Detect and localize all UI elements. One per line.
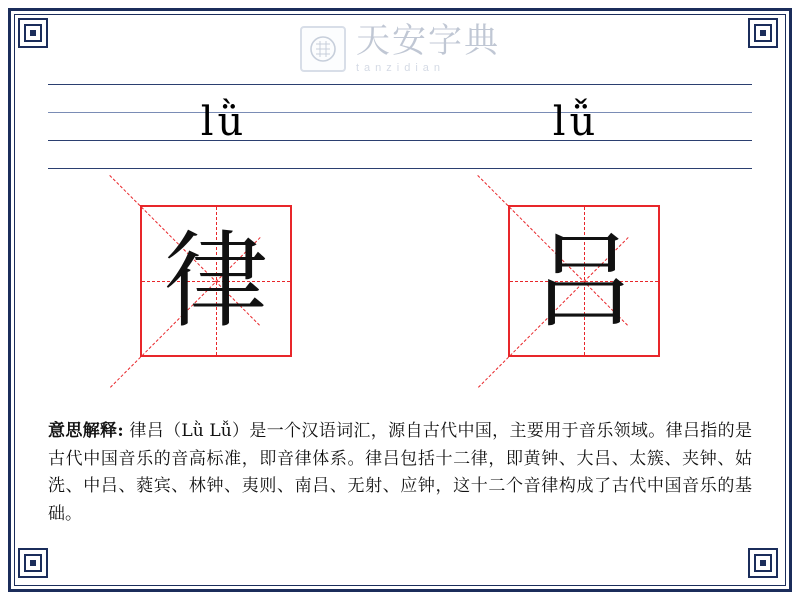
character-grid-row: [0, 205, 800, 357]
corner-ornament-top-left-icon: [18, 18, 52, 52]
pinyin-cell-1: [48, 84, 400, 168]
corner-ornament-bottom-left-icon: [18, 548, 52, 582]
character-glyph-2: 吕: [531, 220, 636, 342]
pinyin-text-2: lǚ: [552, 99, 600, 145]
staff-line-4: [48, 168, 752, 169]
pinyin-staff: [48, 84, 752, 168]
corner-ornament-top-right-icon: [748, 18, 782, 52]
character-box-2: [508, 205, 660, 357]
explanation-paragraph: [48, 418, 752, 528]
brand-title: 天安字典: [356, 21, 500, 62]
corner-ornament-bottom-right-icon: [748, 548, 782, 582]
explanation-text: 律吕（Lǜ Lǚ）是一个汉语词汇，源自古代中国，主要用于音乐领域。律吕指的是古代中国音乐的音高标准，即音律体系。律吕包括十二律，即黄钟、大吕、太簇、夹钟、姑洗、中吕、蕤宾、林钟、夷则、南吕、无射、应钟，这十二个音律构成了古代中国音乐的基础。: [48, 421, 752, 524]
pinyin-text-1: lǜ: [200, 99, 248, 145]
explanation-label: 意思解释:: [48, 421, 124, 441]
brand-subtitle: tanzidian: [356, 61, 446, 74]
character-box-1: [140, 205, 292, 357]
character-glyph-1: 律: [163, 220, 268, 342]
pinyin-cell-2: [400, 84, 752, 168]
pinyin-row: [48, 84, 752, 168]
